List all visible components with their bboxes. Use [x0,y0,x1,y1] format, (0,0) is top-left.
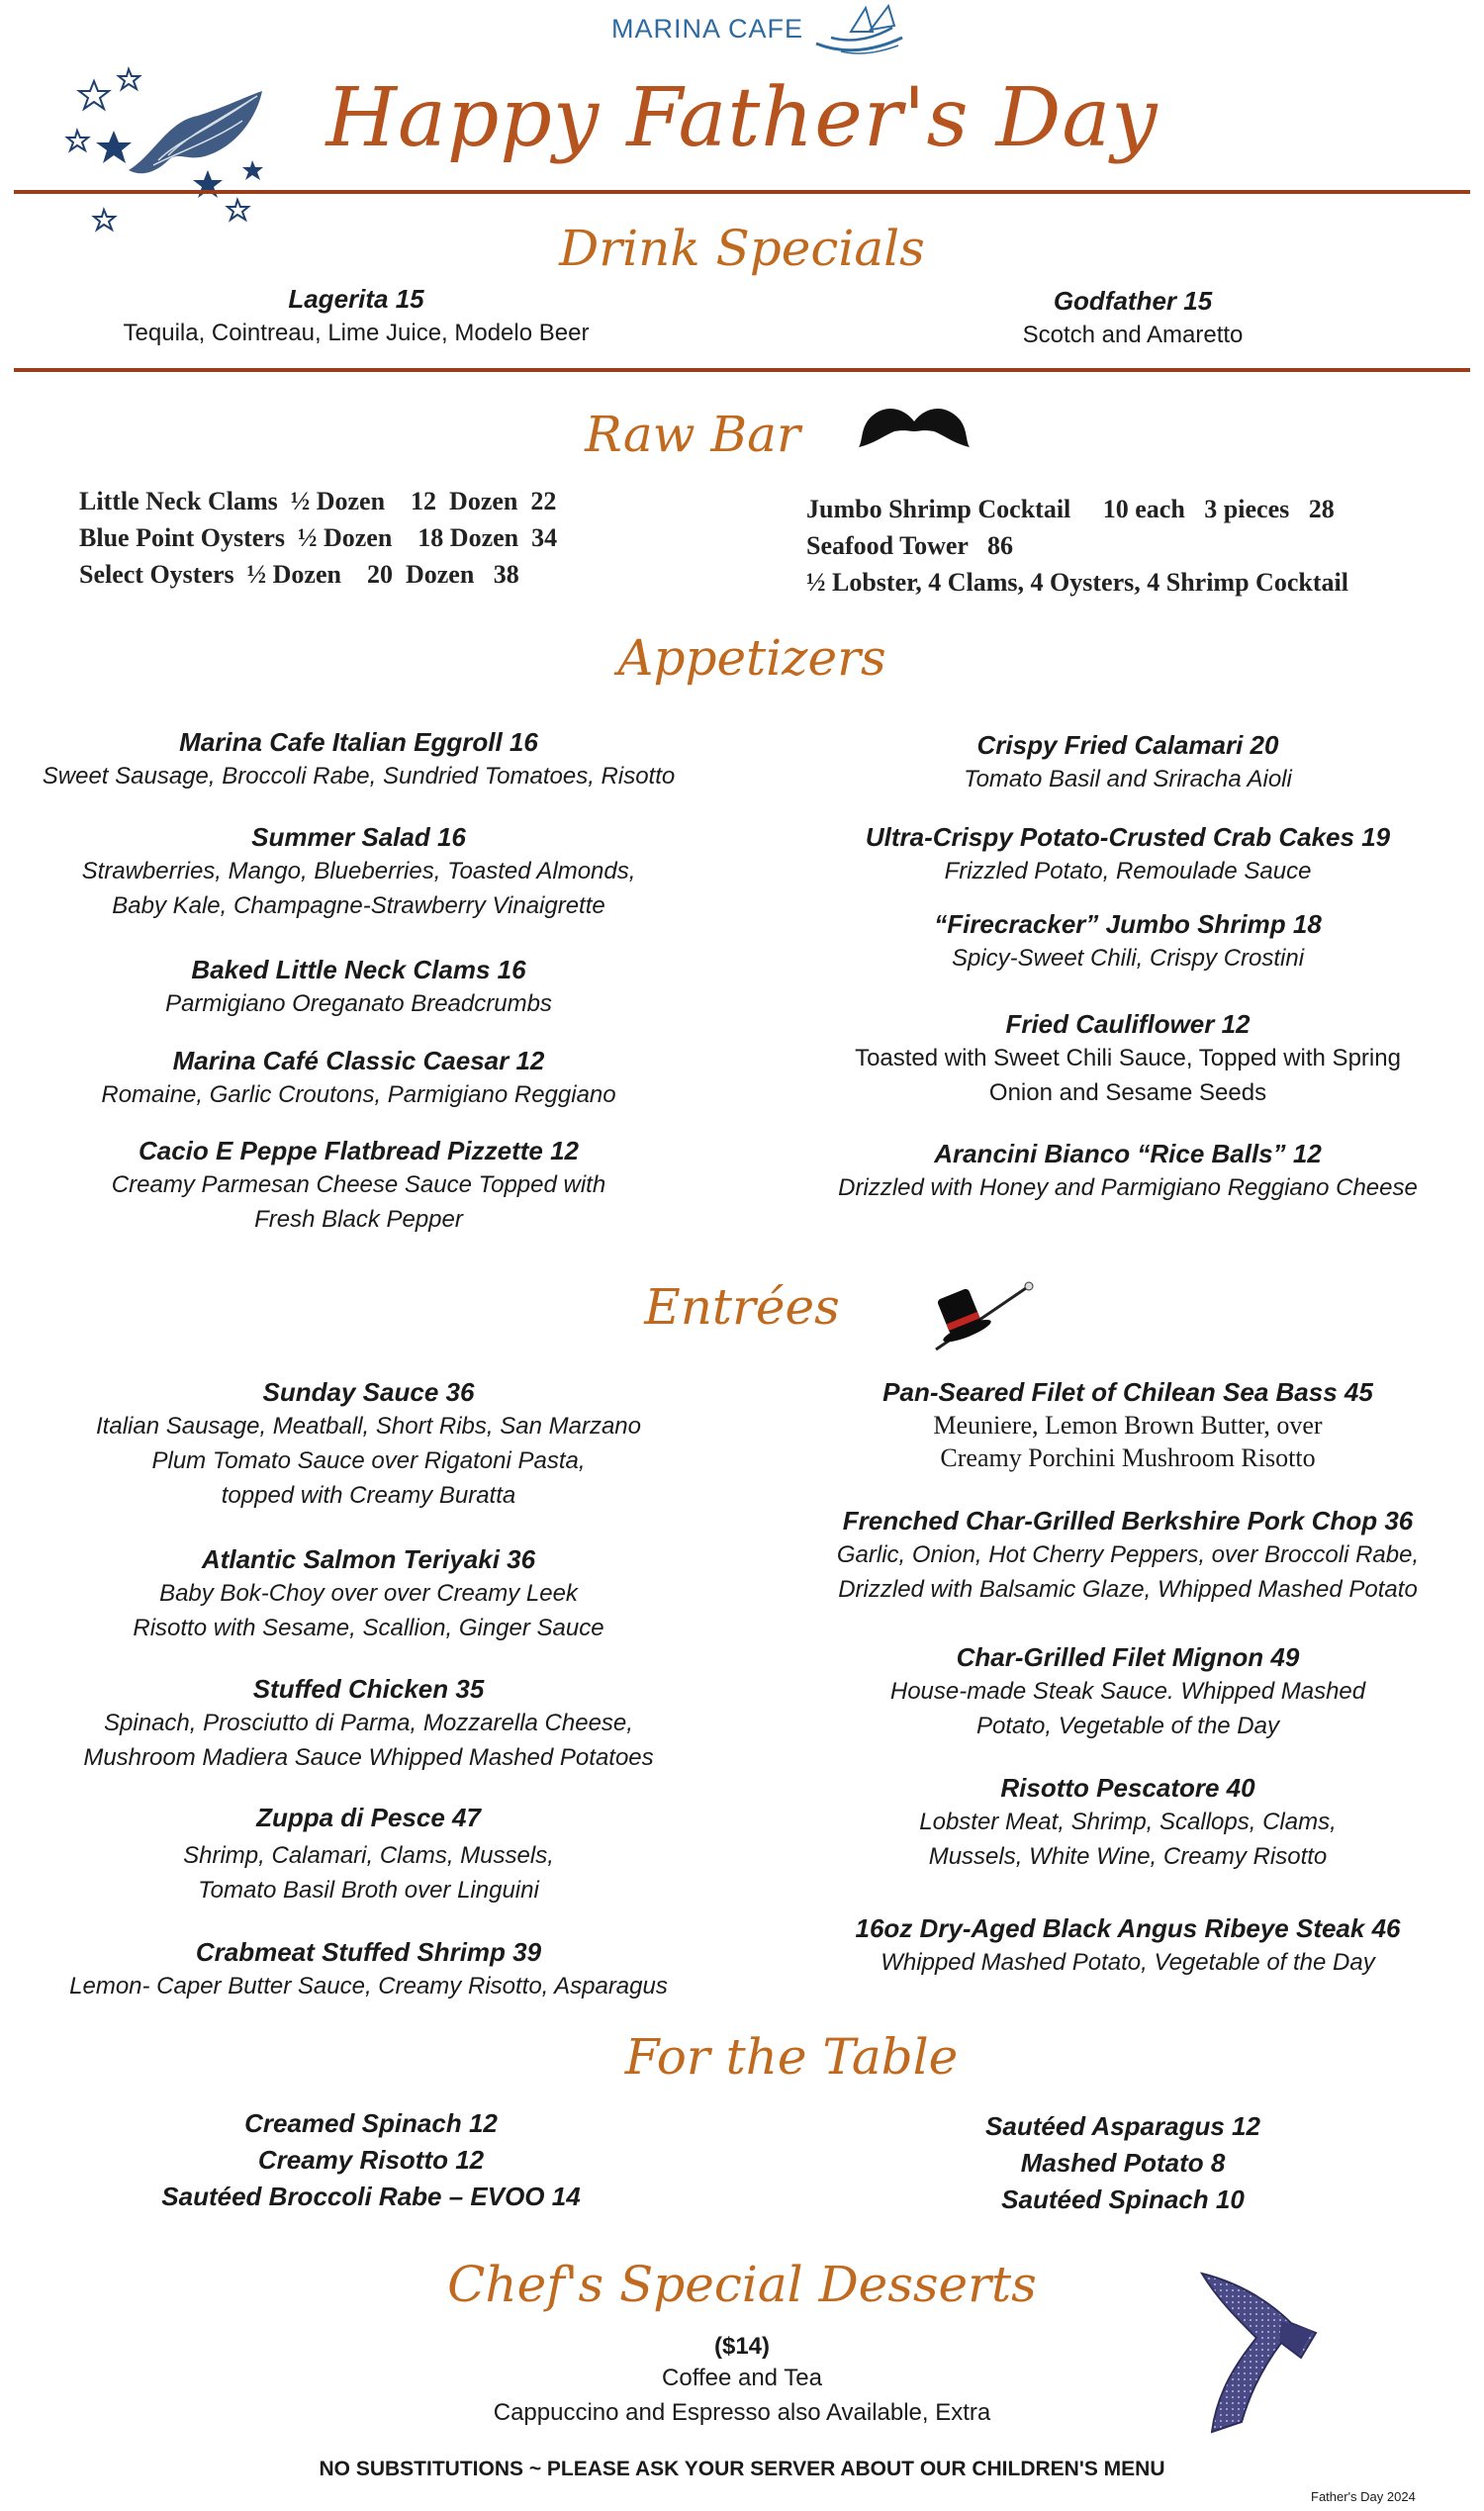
item-desc: Strawberries, Mango, Blueberries, Toasted Almonds, [81,858,636,884]
footer-small-label: Father's Day 2024 [1311,2489,1416,2504]
raw-bar-line: Jumbo Shrimp Cocktail 10 each 3 pieces 28 [806,495,1335,523]
item-name: “Firecracker” Jumbo Shrimp 18 [934,909,1322,939]
side-item: Mashed Potato 8 [1020,2148,1226,2178]
item-desc: Meuniere, Lemon Brown Butter, over [933,1411,1323,1440]
item-desc: House-made Steak Sauce. Whipped Mashed [889,1678,1366,1705]
for-the-table-heading: For the Table [624,2028,959,2086]
item-name: Pan-Seared Filet of Chilean Sea Bass 45 [882,1377,1373,1407]
item-desc: Creamy Parmesan Cheese Sauce Topped with [111,1171,606,1198]
raw-bar-right-list [806,491,1348,601]
dessert-line: Coffee and Tea [662,2365,822,2391]
drink-item-lagerita [59,282,653,350]
ship-logo-icon [811,2,910,61]
item-desc: Lobster Meat, Shrimp, Scallops, Clams, [919,1809,1337,1835]
item-desc: Italian Sausage, Meatball, Short Ribs, San Marzano [96,1413,641,1440]
item-desc: Frizzled Potato, Remoulade Sauce [944,858,1312,884]
item-desc: Baby Kale, Champagne-Strawberry Vinaigrette [112,892,605,919]
side-item: Sautéed Broccoli Rabe – EVOO 14 [161,2182,581,2211]
appetizer-item [10,953,707,1021]
side-list-right [871,2108,1375,2218]
item-desc: Potato, Vegetable of the Day [976,1713,1279,1739]
entree-item [791,1375,1464,1474]
item-desc: Spicy-Sweet Chili, Crispy Crostini [951,945,1305,972]
item-name: 16oz Dry-Aged Black Angus Ribeye Steak 46 [855,1913,1401,1943]
raw-bar-line: Little Neck Clams ½ Dozen 12 Dozen 22 [79,487,557,515]
raw-bar-left-list [79,483,557,593]
entree-item [791,1640,1464,1743]
item-name: Char-Grilled Filet Mignon 49 [956,1642,1300,1672]
item-desc: Sweet Sausage, Broccoli Rabe, Sundried Tomatoes, Risotto [42,763,676,790]
item-name: Frenched Char-Grilled Berkshire Pork Chop 36 [842,1506,1414,1535]
item-name: Marina Cafe Italian Eggroll 16 [179,727,538,757]
desserts-heading: Chef's Special Desserts [447,2256,1037,2313]
item-desc: Lemon- Caper Butter Sauce, Creamy Risotto, Asparagus [69,1973,668,2000]
entree-item [791,1771,1464,1874]
item-desc: topped with Creamy Buratta [221,1482,516,1509]
drink-name: Lagerita 15 [288,284,424,314]
item-desc: Toasted with Sweet Chili Sauce, Topped with Spring [855,1045,1401,1071]
item-desc: Fresh Black Pepper [254,1206,463,1233]
item-name: Summer Salad 16 [251,822,466,852]
top-hat-cane-icon [918,1278,1037,1357]
item-desc: Baby Bok-Choy over over Creamy Leek [159,1580,578,1607]
side-item: Creamy Risotto 12 [257,2145,485,2175]
item-name: Risotto Pescatore 40 [1000,1773,1255,1803]
item-desc: Drizzled with Honey and Parmigiano Reggiano Cheese [838,1174,1418,1201]
item-desc: Spinach, Prosciutto di Parma, Mozzarella Cheese, [104,1710,633,1736]
raw-bar-line: Blue Point Oysters ½ Dozen 18 Dozen 34 [79,523,558,552]
item-name: Crispy Fried Calamari 20 [976,730,1279,760]
item-name: Ultra-Crispy Potato-Crusted Crab Cakes 19 [865,822,1391,852]
item-desc: Onion and Sesame Seeds [988,1079,1267,1106]
item-name: Arancini Bianco “Rice Balls” 12 [934,1139,1322,1168]
item-desc: Shrimp, Calamari, Clams, Mussels, [183,1842,554,1869]
brand-name: MARINA CAFE [611,14,804,44]
entree-item [10,1375,727,1513]
raw-bar-line: ½ Lobster, 4 Clams, 4 Oysters, 4 Shrimp Cocktail [806,568,1348,597]
item-desc: Whipped Mashed Potato, Vegetable of the Day [881,1949,1375,1976]
item-name: Atlantic Salmon Teriyaki 36 [201,1544,536,1574]
raw-bar-line: Select Oysters ½ Dozen 20 Dozen 38 [79,560,519,589]
item-desc: Tomato Basil and Sriracha Aioli [964,766,1292,792]
item-name: Baked Little Neck Clams 16 [191,955,526,984]
side-item: Creamed Spinach 12 [244,2108,498,2138]
appetizer-item [791,907,1464,976]
side-item: Sautéed Asparagus 12 [985,2111,1260,2141]
appetizer-item [791,1007,1464,1110]
dessert-price: ($14) [713,2333,771,2360]
divider-top [14,190,1470,194]
item-desc: Creamy Porchini Mushroom Risotto [940,1443,1316,1472]
footer-note: NO SUBSTITUTIONS ~ PLEASE ASK YOUR SERVER ABOUT OUR CHILDREN'S MENU [319,2458,1165,2480]
raw-bar-heading: Raw Bar [585,406,800,463]
entree-item [10,1672,727,1775]
item-desc: Romaine, Garlic Croutons, Parmigiano Reggiano [101,1081,616,1108]
appetizer-item [10,820,707,923]
item-name: Cacio E Peppe Flatbread Pizzette 12 [138,1136,580,1165]
drink-specials-heading: Drink Specials [559,220,925,277]
entree-item [791,1911,1464,1980]
appetizer-item [10,725,707,793]
item-desc: Mussels, White Wine, Creamy Risotto [928,1843,1328,1870]
dessert-line: Cappuccino and Espresso also Available, Extra [493,2399,991,2426]
appetizer-item [791,820,1464,888]
appetizers-heading: Appetizers [617,629,886,687]
item-name: Stuffed Chicken 35 [252,1674,485,1704]
drink-name: Godfather 15 [1053,286,1213,316]
side-list-left [49,2105,693,2215]
black-mustache-icon [859,398,970,461]
side-item: Sautéed Spinach 10 [1001,2185,1245,2214]
entree-item [10,1935,727,2003]
appetizer-item [10,1044,707,1112]
drink-desc: Tequila, Cointreau, Lime Juice, Modelo Beer [123,320,590,346]
page-title: Happy Father's Day [325,71,1159,165]
item-name: Zuppa di Pesce 47 [256,1803,481,1832]
item-desc: Plum Tomato Sauce over Rigatoni Pasta, [151,1447,586,1474]
item-name: Marina Café Classic Caesar 12 [172,1046,545,1075]
entree-item [10,1801,727,1907]
desserts-block [0,2333,1484,2430]
item-desc: Risotto with Sesame, Scallion, Ginger Sauce [133,1615,604,1641]
item-name: Sunday Sauce 36 [262,1377,475,1407]
drink-desc: Scotch and Amaretto [1022,322,1244,348]
item-desc: Drizzled with Balsamic Glaze, Whipped Mashed Potato [838,1576,1418,1603]
item-desc: Parmigiano Oreganato Breadcrumbs [165,990,552,1017]
item-desc: Tomato Basil Broth over Linguini [198,1877,539,1904]
appetizer-item [791,1137,1464,1205]
entree-item [791,1504,1464,1607]
item-name: Crabmeat Stuffed Shrimp 39 [195,1937,542,1967]
item-name: Fried Cauliflower 12 [1005,1009,1251,1039]
item-desc: Mushroom Madiera Sauce Whipped Mashed Potatoes [83,1744,654,1771]
appetizer-item [791,728,1464,796]
raw-bar-line: Seafood Tower 86 [806,531,1013,560]
divider-drinks [14,368,1470,372]
appetizer-item [10,1134,707,1237]
entrees-heading: Entrées [644,1278,840,1336]
drink-item-godfather [881,284,1385,352]
entree-item [10,1542,727,1645]
item-desc: Garlic, Onion, Hot Cherry Peppers, over Broccoli Rabe, [836,1541,1420,1568]
